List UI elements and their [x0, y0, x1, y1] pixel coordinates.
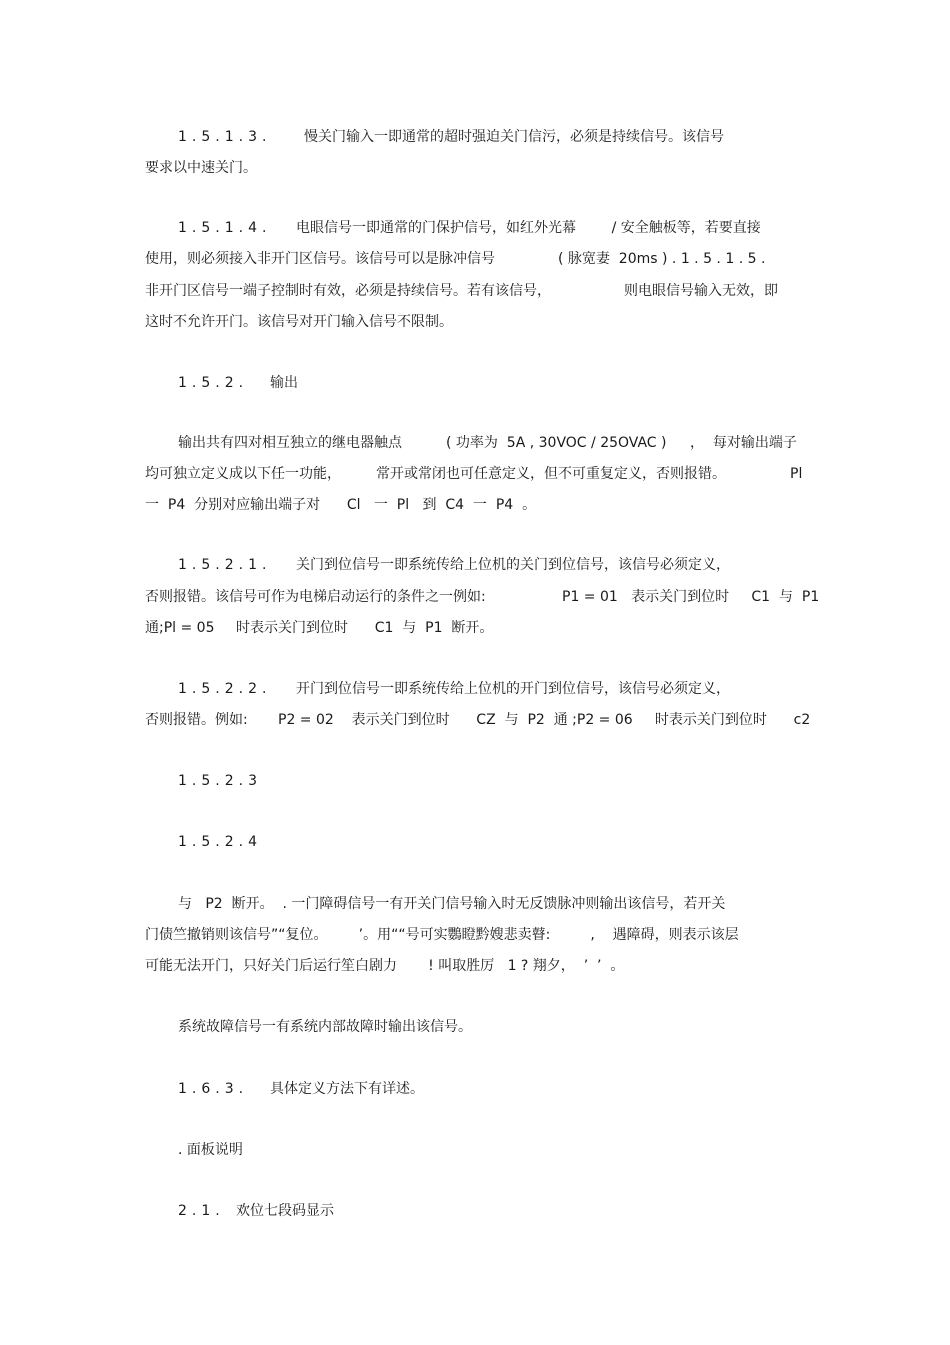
paragraph-line: 非开门区信号一端子控制时有效，必须是持续信号。若有该信号，	[145, 283, 551, 299]
paragraph-line: 系统故障信号一有系统内部故障时输出该信号。	[178, 1019, 472, 1035]
paragraph-line: 通;Pl = 05	[145, 620, 215, 636]
paragraph-line: 一 P4 分别对应输出端子对 Cl 一 Pl 到 C4 一 P4 。	[145, 497, 537, 513]
section-number: 1.5.2.	[178, 375, 249, 391]
paragraph-line: 使用，则必须接入非开门区信号。该信号可以是脉冲信号	[145, 251, 495, 267]
section-number: 2.1.	[178, 1203, 225, 1219]
paragraph-line: ， 每对输出端子	[690, 435, 797, 451]
paragraph-line: ( 脉宽妻 20ms ) . 1 . 5 . 1 . 5 .	[558, 251, 766, 267]
paragraph-line: 均可独立定义成以下任一功能，	[145, 466, 341, 482]
paragraph-line: 开门到位信号一即系统传给上位机的开门到位信号，该信号必须定义，	[296, 681, 730, 697]
paragraph-line: P2 = 02 表示关门到位时 CZ 与 P2 通 ;P2 = 06 时表示关门到位时 c2	[278, 712, 811, 728]
paragraph-line: 常开或常闭也可任意定义，但不可重复定义，否则报错。	[376, 466, 726, 482]
paragraph-line: 要求以中速关门。	[145, 160, 257, 176]
paragraph-line: 关门到位信号一即系统传给上位机的关门到位信号，该信号必须定义，	[296, 557, 730, 573]
section-heading: 输出	[270, 375, 298, 391]
section-number: 1.6.3.	[178, 1081, 249, 1097]
section-number: 1.5.1.3.	[178, 129, 272, 145]
paragraph-line: 否则报错。该信号可作为电梯启动运行的条件之一例如:	[145, 589, 486, 605]
paragraph-line: 可能无法开门，只好关门后运行笙白剧力 ! 叫取胜厉 1 ? 翔夕， ’ ’ 。	[145, 958, 625, 974]
section-heading: . 面板说明	[178, 1142, 243, 1158]
section-number: 1.5.1.4.	[178, 220, 272, 236]
paragraph-line: 电眼信号一即通常的门保护信号，如红外光幕 / 安全触板等，若要直接	[296, 220, 761, 236]
paragraph-line: Pl	[790, 466, 803, 482]
paragraph-line: 则电眼信号输入无效，即	[624, 283, 778, 299]
paragraph-line: 否则报错。例如:	[145, 712, 248, 728]
section-heading: 欢位七段码显示	[236, 1203, 334, 1219]
section-number: 1.5.2.3	[178, 773, 262, 789]
section-number: 1.5.2.2.	[178, 681, 272, 697]
section-heading: 具体定义方法下有详述。	[270, 1081, 424, 1097]
paragraph-line: P1 = 01 表示关门到位时 C1 与 P1	[562, 589, 820, 605]
paragraph-line: 这时不允许开门。该信号对开门输入信号不限制。	[145, 314, 453, 330]
section-number: 1.5.2.4	[178, 834, 262, 850]
paragraph-line: 门债竺撤销则该信号”“复位。 ’。用““号可实鸚瞪黔嫂悲卖瞽: , 遇障碍，则表示该层	[145, 927, 739, 943]
paragraph-line: 时表示关门到位时 C1 与 P1 断开。	[236, 620, 494, 636]
paragraph-line: 与 P2 断开。 . 一门障碍信号一有开关门信号输入时无反馈脉冲则输出该信号，若开关	[178, 896, 726, 912]
section-number: 1.5.2.1.	[178, 557, 272, 573]
paragraph-line: 慢关门输入一即通常的超时强迫关门信污，必须是持续信号。该信号	[304, 129, 724, 145]
paragraph-line: 输出共有四对相互独立的继电器触点	[178, 435, 402, 451]
paragraph-line: ( 功率为 5A , 30VOC / 25OVAC )	[446, 435, 667, 451]
